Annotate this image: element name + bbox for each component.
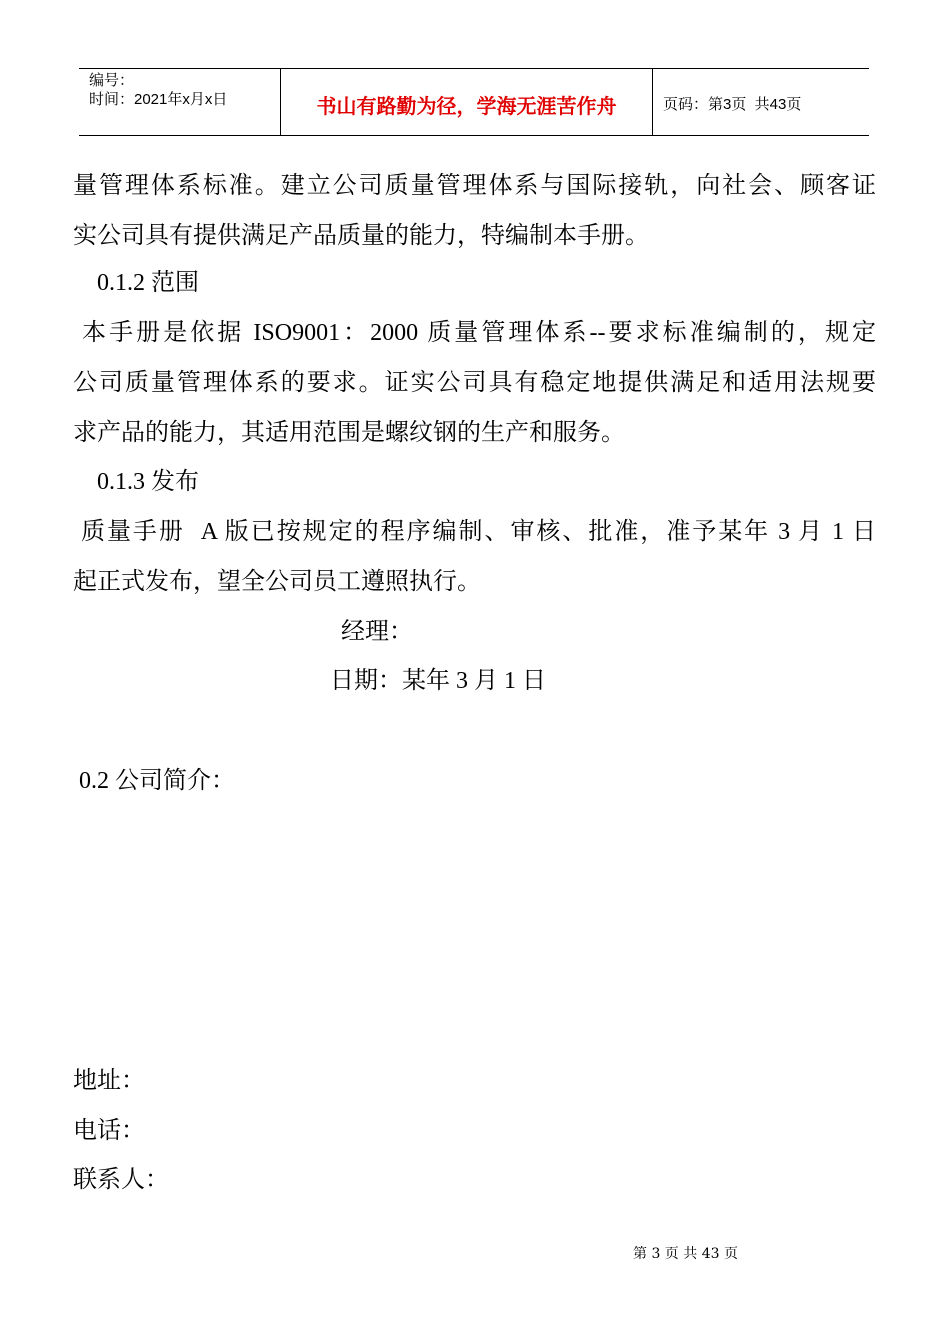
page-footer-number: 第 3 页 共 43 页 [633,1246,738,1262]
header-motto: 书山有路勤为径，学海无涯苦作舟 [316,93,617,118]
header-page-info: 页码：第3页 共43页 [663,95,802,113]
header-page-cell [653,69,869,135]
document-number-label: 编号： [89,72,135,89]
manager-signature-label: 经理： [341,619,413,645]
paragraph-release-line-1: 质量手册 A 版已按规定的程序编制、审核、批准，准予某年 3 月 1 日 [73,519,876,545]
phone-label: 电话： [73,1118,145,1144]
paragraph-scope-line-1: 本手册是依据 ISO9001：2000 质量管理体系--要求标准编制的，规定 [73,320,876,346]
section-heading-company: 0.2 公司简介： [79,768,235,794]
paragraph-intro-line-2: 实公司具有提供满足产品质量的能力，特编制本手册。 [73,223,649,249]
paragraph-intro-line-1: 量管理体系标准。建立公司质量管理体系与国际接轨，向社会、顾客证 [73,173,876,199]
section-heading-scope: 0.1.2 范围 [97,270,199,296]
document-time-label: 时间：2021年x月x日 [89,91,228,108]
contact-label: 联系人： [73,1167,169,1193]
address-label: 地址： [73,1068,145,1094]
paragraph-scope-line-2: 公司质量管理体系的要求。证实公司具有稳定地提供满足和适用法规要 [73,370,876,396]
paragraph-scope-line-3: 求产品的能力，其适用范围是螺纹钢的生产和服务。 [73,420,625,446]
release-date: 日期：某年 3 月 1 日 [330,668,546,694]
header-motto-cell [281,69,653,135]
header-meta-cell [79,69,281,135]
page-header [79,68,869,136]
section-heading-release: 0.1.3 发布 [97,469,199,495]
paragraph-release-line-2: 起正式发布，望全公司员工遵照执行。 [73,569,481,595]
